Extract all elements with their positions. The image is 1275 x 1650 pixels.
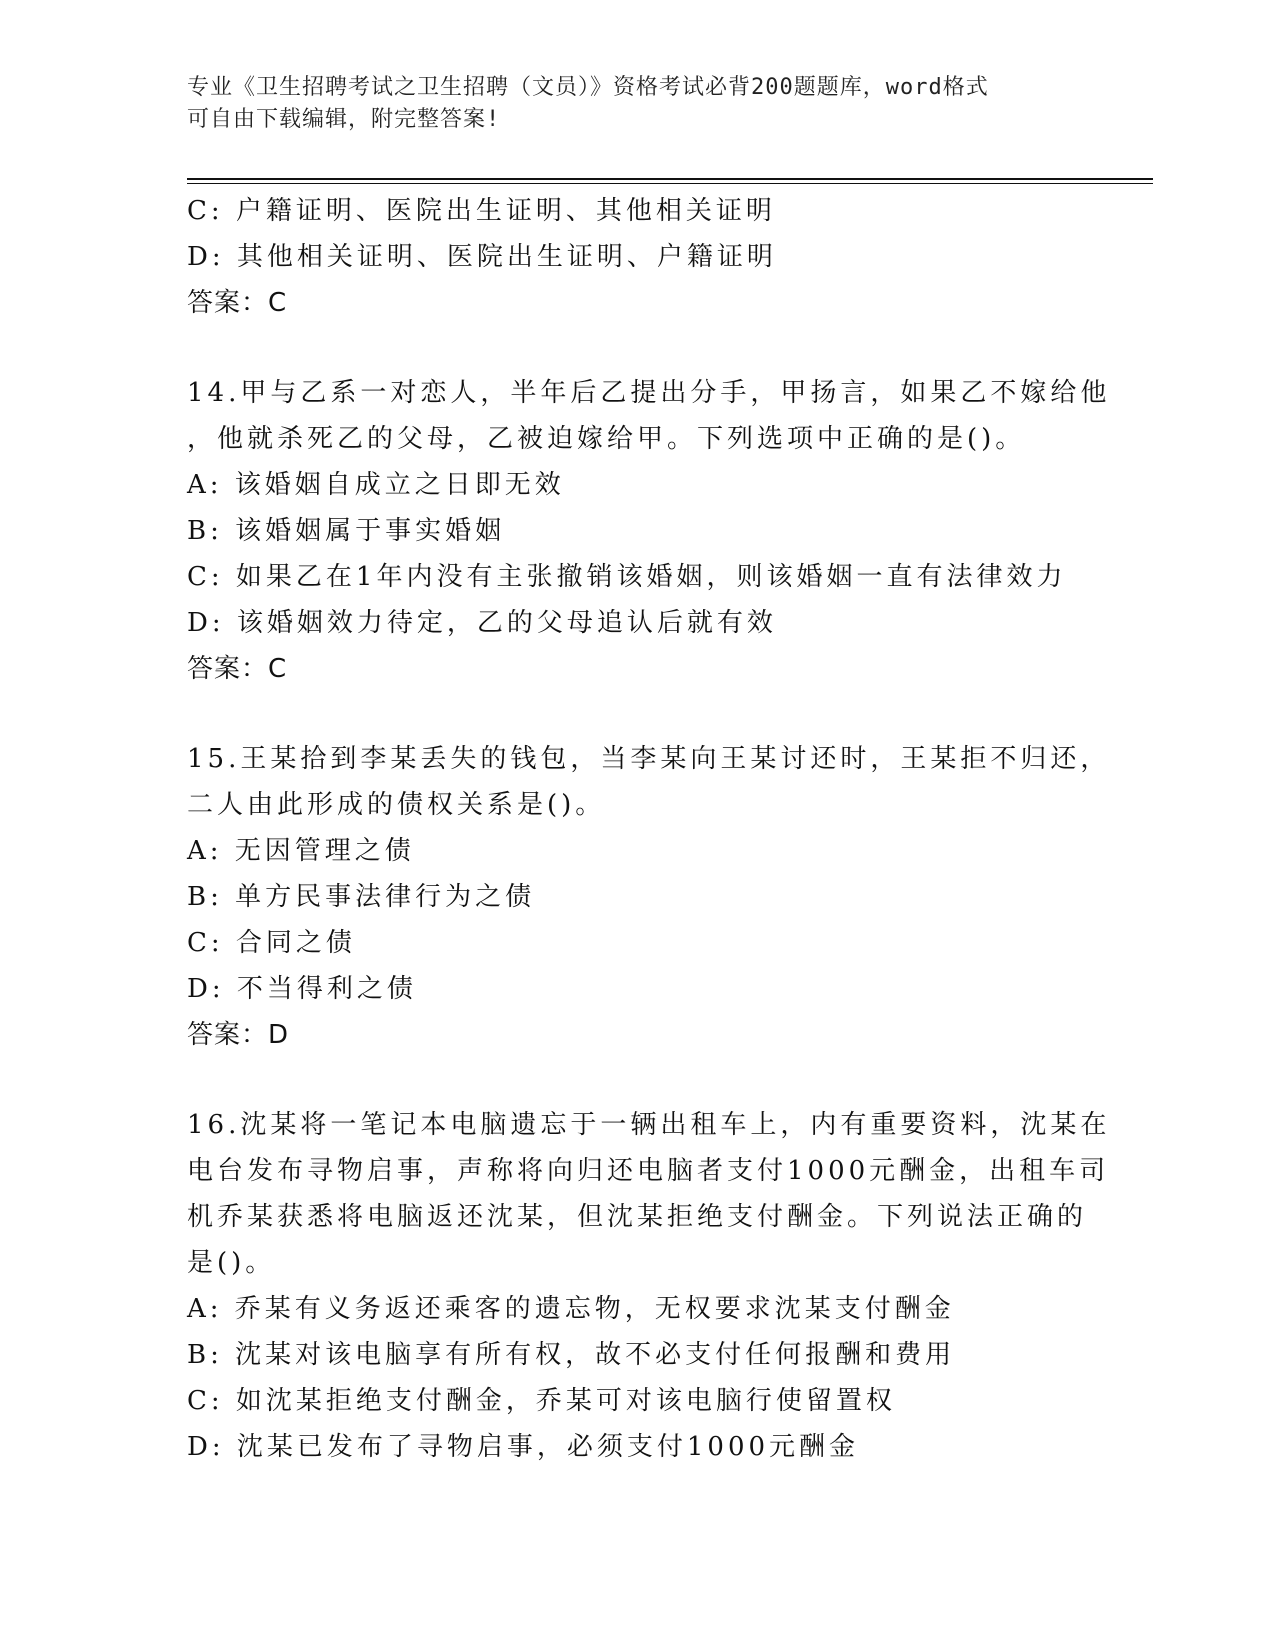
question-stem-line: 二人由此形成的债权关系是()。 — [187, 790, 606, 820]
question-stem-line: 16.沈某将一笔记本电脑遗忘于一辆出租车上，内有重要资料，沈某在 — [187, 1110, 1111, 1140]
option-c: C: 合同之债 — [187, 928, 356, 958]
question-stem-line: 是()。 — [187, 1248, 276, 1278]
header-divider-thick — [187, 178, 1153, 180]
option-c: C: 如果乙在1年内没有主张撤销该婚姻，则该婚姻一直有法律效力 — [187, 562, 1067, 592]
question-13 — [187, 188, 1117, 326]
header-line-1: 专业《卫生招聘考试之卫生招聘（文员）》资格考试必背200题题库，word格式 — [187, 75, 989, 100]
option-d: D: 不当得利之债 — [187, 974, 417, 1004]
option-a: A: 无因管理之债 — [187, 836, 415, 866]
option-d: D: 该婚姻效力待定，乙的父母追认后就有效 — [187, 608, 777, 638]
answer: 答案：C — [187, 288, 288, 318]
option-d: D: 其他相关证明、医院出生证明、户籍证明 — [187, 242, 777, 272]
question-stem-line: 15.王某拾到李某丢失的钱包，当李某向王某讨还时，王某拒不归还， — [187, 744, 1111, 774]
spacer — [187, 1058, 1117, 1102]
page-header — [187, 72, 1087, 136]
header-line-2: 可自由下载编辑，附完整答案! — [187, 107, 501, 132]
question-stem-line: 机乔某获悉将电脑返还沈某，但沈某拒绝支付酬金。下列说法正确的 — [187, 1202, 1088, 1232]
option-c: C: 如沈某拒绝支付酬金，乔某可对该电脑行使留置权 — [187, 1386, 896, 1416]
answer: 答案：C — [187, 654, 288, 684]
answer: 答案：D — [187, 1020, 290, 1050]
spacer — [187, 326, 1117, 370]
question-15 — [187, 736, 1117, 1058]
option-d: D: 沈某已发布了寻物启事，必须支付1000元酬金 — [187, 1432, 860, 1462]
option-c: C: 户籍证明、医院出生证明、其他相关证明 — [187, 196, 776, 226]
spacer — [187, 692, 1117, 736]
option-b: B: 该婚姻属于事实婚姻 — [187, 516, 506, 546]
option-b: B: 沈某对该电脑享有所有权，故不必支付任何报酬和费用 — [187, 1340, 956, 1370]
option-a: A: 该婚姻自成立之日即无效 — [187, 470, 565, 500]
option-a: A: 乔某有义务返还乘客的遗忘物，无权要求沈某支付酬金 — [187, 1294, 955, 1324]
option-b: B: 单方民事法律行为之债 — [187, 882, 536, 912]
question-content — [187, 188, 1117, 1470]
question-16 — [187, 1102, 1117, 1470]
question-stem-line: ，他就杀死乙的父母，乙被迫嫁给甲。下列选项中正确的是()。 — [187, 424, 1026, 454]
question-stem-line: 14.甲与乙系一对恋人，半年后乙提出分手，甲扬言，如果乙不嫁给他 — [187, 378, 1111, 408]
question-stem-line: 电台发布寻物启事，声称将向归还电脑者支付1000元酬金，出租车司 — [187, 1156, 1110, 1186]
header-divider-thin — [187, 183, 1153, 184]
question-14 — [187, 370, 1117, 692]
